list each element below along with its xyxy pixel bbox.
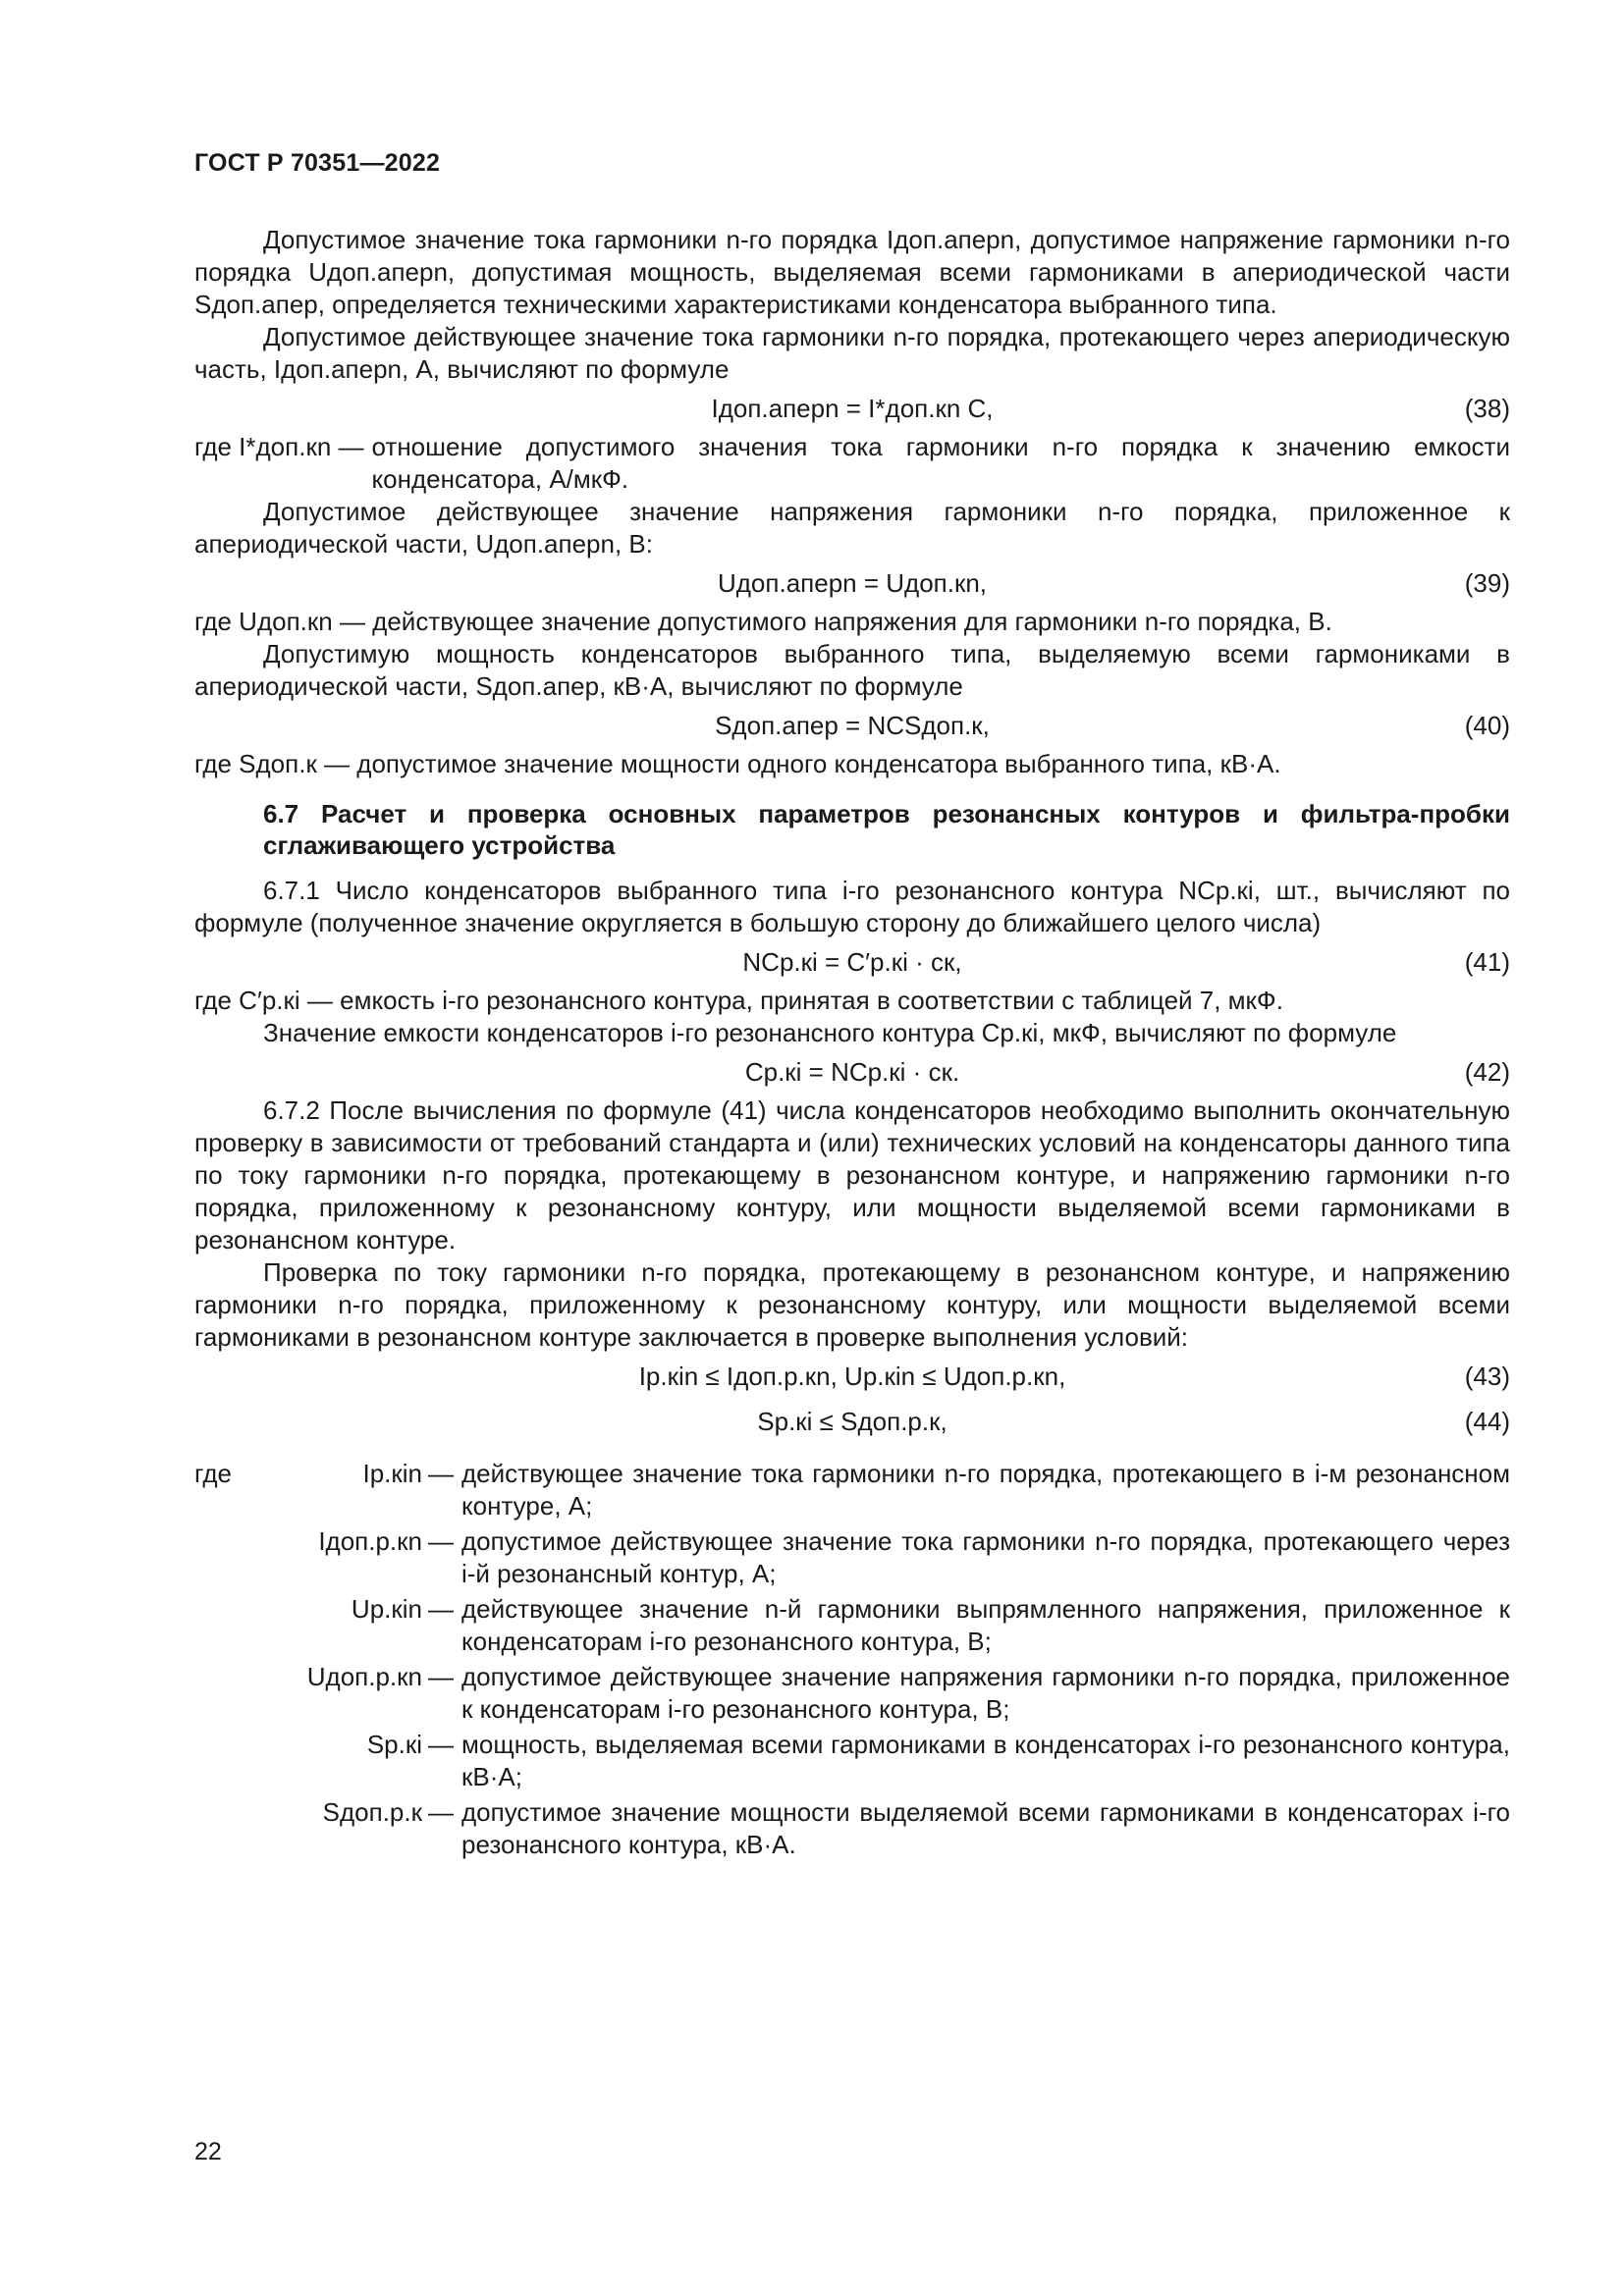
paragraph-check-conditions: Проверка по току гармоники n-го порядка, протекающему в резонансном контуре, и напряжению гармоники n-го порядка, приложенному к резонансному контуру, или мощности выделяемой всеми гармониками в резонансном контуре заключается в проверке выполнения условий:: [194, 1257, 1510, 1352]
definition-row: [194, 1796, 1510, 1861]
definition-term: Sдоп.р.к: [322, 1797, 422, 1827]
document-header: ГОСТ Р 70351—2022: [194, 149, 441, 177]
paragraph-capacitance-value: Значение емкости конденсаторов i-го резонансного контура Cр.кi, мкФ, вычисляют по формуле: [263, 1018, 1397, 1047]
section-heading-6-7: 6.7 Расчет и проверка основных параметров резонансных контуров и фильтра-пробки сглаживающего устройства: [263, 799, 1510, 860]
definition-dash: —: [428, 1662, 454, 1691]
formula-41-number: (41): [1464, 947, 1510, 977]
definition-term: Iдоп.р.кn: [318, 1526, 422, 1556]
formula-41-expression: NCр.кi = C′р.кi · cк,: [742, 947, 962, 977]
definitions-list: [194, 1458, 1510, 1861]
paragraph-current-aperiodic: Допустимое действующее значение тока гармоники n-го порядка, протекающего через апериодическую часть, Iдоп.апepn, А, вычисляют по формуле: [194, 322, 1510, 384]
definition-row: [194, 1593, 1510, 1658]
definition-term: Sр.кi: [366, 1730, 422, 1759]
formula-44-expression: Sр.кi ≤ Sдоп.р.к,: [757, 1407, 947, 1436]
definition-dash: —: [428, 1797, 454, 1827]
definition-text: действующее значение n-й гармоники выпрямленного напряжения, приложенное к конденсаторам i-го резонансного контура, В;: [461, 1594, 1510, 1656]
definition-dash: —: [428, 1526, 454, 1556]
formula-39: [194, 561, 1510, 606]
definition-dash: —: [428, 1730, 454, 1759]
formula-42: [194, 1049, 1510, 1095]
formula-41: [194, 939, 1510, 985]
definition-40: где Sдоп.к — допустимое значение мощности одного конденсатора выбранного типа, кВ·А.: [194, 749, 1281, 778]
page-content: [194, 224, 1510, 1864]
definition-text: допустимое действующее значение напряжения гармоники n-го порядка, приложенное к конденсаторам i-го резонансного контура, В;: [461, 1662, 1510, 1724]
formula-42-expression: Cр.кi = NCр.кi · cк.: [744, 1057, 960, 1087]
formula-43: [194, 1354, 1510, 1399]
definition-39: где Uдоп.кn — действующее значение допустимого напряжения для гармоники n-го порядка, В.: [194, 607, 1332, 636]
definition-38: [194, 431, 1510, 496]
formula-39-number: (39): [1464, 568, 1510, 598]
paragraph-6-7-2: 6.7.2 После вычисления по формуле (41) числа конденсаторов необходимо выполнить окончательную проверку в зависимости от требований стандарта и (или) технических условий на конденсаторы данного типа по току гармоники n-го порядка, протекающему в резонансном контуре, и напряжению гармоники n-го порядка, приложенному к резонансному контуру, или мощности выделяемой всеми гармониками в резонансном контуре.: [194, 1095, 1510, 1255]
formula-39-expression: Uдоп.апepn = Uдоп.кn,: [717, 568, 988, 598]
definition-row: [194, 1729, 1510, 1793]
definition-41: где C′р.кi — емкость i-го резонансного контура, принятая в соответствии с таблицей 7, мкФ.: [194, 986, 1283, 1015]
formula-40: [194, 703, 1510, 748]
definitions-label: где: [194, 1459, 232, 1488]
formula-44: [194, 1399, 1510, 1444]
definition-term: Uдоп.р.кn: [306, 1662, 422, 1691]
definition-dash: —: [428, 1459, 454, 1488]
formula-43-expression: Iр.кin ≤ Iдоп.р.кn, Uр.кin ≤ Uдоп.р.кn,: [638, 1362, 1066, 1391]
paragraph-6-7-1: 6.7.1 Число конденсаторов выбранного типа i-го резонансного контура NCр.кi, шт., вычисляют по формуле (полученное значение округляется в большую сторону до ближайшего целого числа): [194, 876, 1510, 937]
definition-text: допустимое действующее значение тока гармоники n-го порядка, протекающего через i-й резонансный контур, А;: [461, 1526, 1510, 1588]
formula-38-expression: Iдоп.апepn = I*доп.кn C,: [711, 394, 994, 423]
formula-44-number: (44): [1464, 1407, 1510, 1436]
formula-38-number: (38): [1464, 394, 1510, 423]
definition-text: допустимое значение мощности выделяемой всеми гармониками в конденсаторах i-го резонансного контура, кВ·А.: [461, 1797, 1510, 1859]
paragraph-power-aperiodic: Допустимую мощность конденсаторов выбранного типа, выделяемую всеми гармониками в апериодической части, Sдоп.апер, кВ·А, вычисляют по формуле: [194, 639, 1510, 701]
formula-42-number: (42): [1464, 1057, 1510, 1087]
definition-row: [194, 1458, 1510, 1522]
page-number: 22: [194, 2138, 222, 2165]
formula-40-expression: Sдоп.апер = NCSдоп.к,: [715, 711, 990, 740]
definition-row: [194, 1525, 1510, 1590]
definition-38-term: где I*доп.кn —: [194, 432, 364, 461]
paragraph-permissible-values: Допустимое значение тока гармоники n-го порядка Iдоп.апepn, допустимое напряжение гармоники n-го порядка Uдоп.апepn, допустимая мощность, выделяемая всеми гармониками в апериодической части Sдоп.апер, определяется техническими характеристиками конденсатора выбранного типа.: [194, 225, 1510, 319]
definition-text: действующее значение тока гармоники n-го порядка, протекающего в i-м резонансном контуре, А;: [461, 1459, 1510, 1521]
paragraph-voltage-aperiodic: Допустимое действующее значение напряжения гармоники n-го порядка, приложенное к апериодической части, Uдоп.апepn, В:: [194, 497, 1510, 559]
formula-40-number: (40): [1464, 711, 1510, 740]
definition-term: Uр.кin: [351, 1594, 422, 1624]
definition-dash: —: [428, 1594, 454, 1624]
formula-43-number: (43): [1464, 1362, 1510, 1391]
formula-38: [194, 386, 1510, 431]
definition-38-text: отношение допустимого значения тока гармоники n-го порядка к значению емкости конденсатора, А/мкФ.: [371, 432, 1510, 494]
definition-text: мощность, выделяемая всеми гармониками в конденсаторах i-го резонансного контура, кВ·А;: [461, 1730, 1510, 1791]
definition-term: Iр.кin: [362, 1459, 422, 1488]
definition-row: [194, 1661, 1510, 1726]
